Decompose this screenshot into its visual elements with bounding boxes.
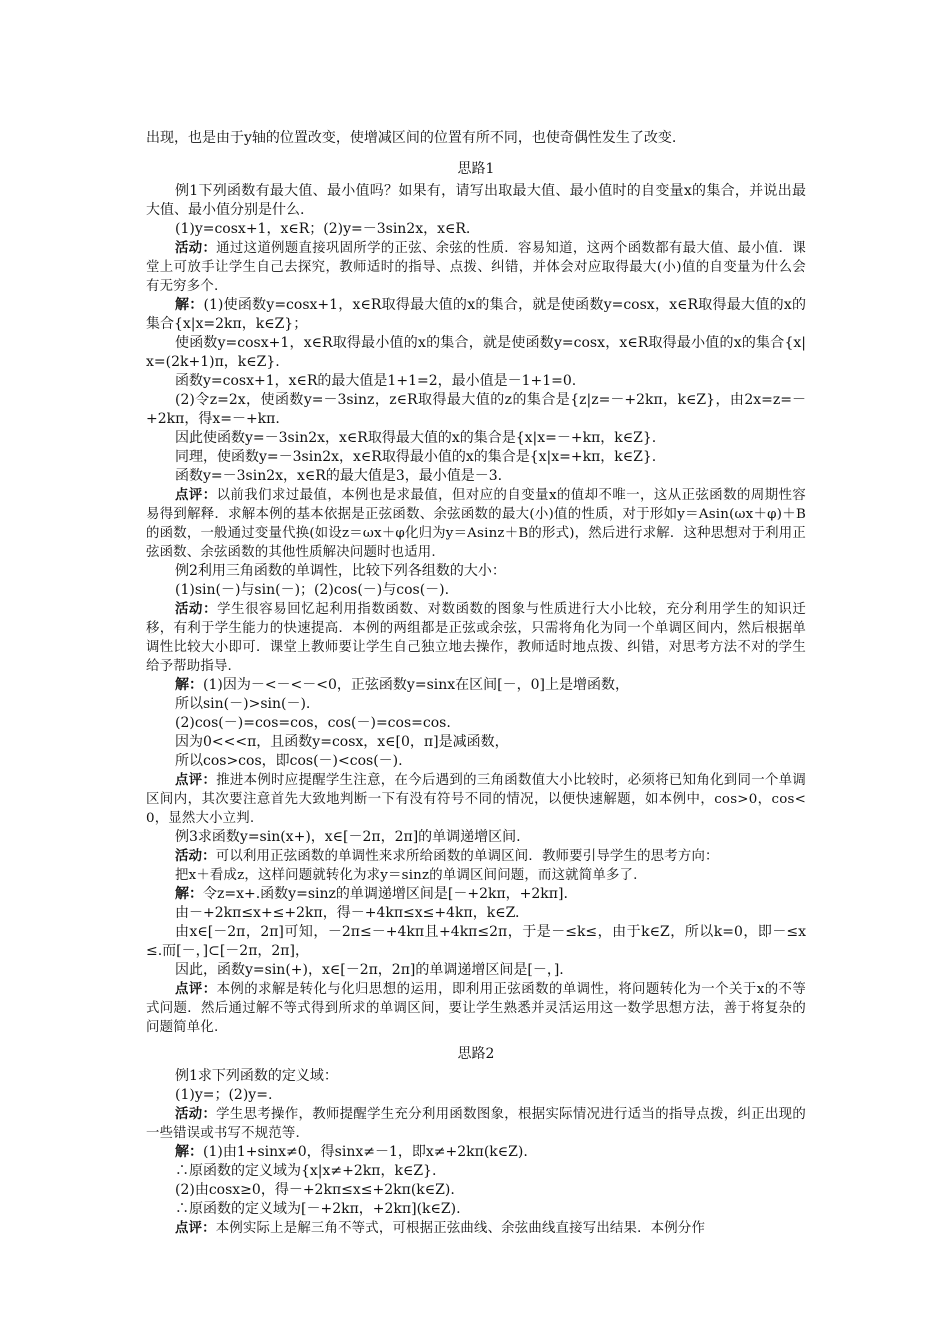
- paragraph-text: 由x∈[－2π，2π]可知，－2π≤－+4kπ且+4kπ≤2π，于是－≤k≤，由于k∈Z，所以k=0，即－≤x≤.而[－，]⊂[－2π，2π]，: [146, 924, 806, 959]
- paragraph: [146, 486, 806, 562]
- paragraph: [146, 334, 806, 372]
- paragraph-label: 活动：: [175, 601, 218, 617]
- paragraph: [146, 1219, 806, 1238]
- paragraph: [146, 1105, 806, 1143]
- paragraph: [146, 429, 806, 448]
- paragraph: [146, 1067, 806, 1086]
- paragraph-text: (1)y=；(2)y=.: [175, 1087, 273, 1103]
- paragraph: [146, 372, 806, 391]
- paragraph: [146, 1086, 806, 1105]
- paragraph-text: (2)cos(－)=cos=cos，cos(－)=cos=cos.: [175, 715, 451, 731]
- paragraph-label: 活动：: [175, 848, 216, 864]
- paragraph-label: 解：: [175, 1144, 203, 1160]
- paragraph-text: 因此使函数y=－3sin2x，x∈R取得最大值的x的集合是{x|x=－+kπ，k∈Z}.: [175, 430, 657, 446]
- paragraph-text: 所以cos>cos，即cos(－)<cos(－).: [175, 753, 403, 769]
- paragraph-text: ∴原函数的定义域为{x|x≠+2kπ，k∈Z}.: [175, 1163, 437, 1179]
- paragraph: [146, 752, 806, 771]
- paragraph-text: 通过这道例题直接巩固所学的正弦、余弦的性质．容易知道，这两个函数都有最大值、最小值．课堂上可放手让学生自己去探究，教师适时的指导、点拨、纠错，并体会对应取得最大(小)值的自变量为什么会有无穷多个.: [146, 241, 806, 294]
- paragraph-text: (1)sin(－)与sin(－)；(2)cos(－)与cos(－).: [175, 582, 450, 598]
- paragraph-text: (2)由cosx≥0，得－+2kπ≤x≤+2kπ(k∈Z).: [175, 1182, 455, 1198]
- paragraph-text: ∴原函数的定义域为[－+2kπ，+2kπ](k∈Z).: [175, 1201, 461, 1217]
- paragraph-text: 以前我们求过最值，本例也是求最值，但对应的自变量x的值却不唯一，这从正弦函数的周期性容易得到解释．求解本例的基本依据是正弦函数、余弦函数的最大(小)值的性质，对于形如y＝Asin(ωx＋φ)＋B的函数，一般通过变量代换(如设z＝ωx＋φ化归为y＝Asinz＋B的形式)，然后进行求解．这种思想对于利用正弦函数、余弦函数的其他性质解决问题时也适用.: [146, 488, 806, 560]
- paragraph: [146, 391, 806, 429]
- paragraph: [146, 771, 806, 828]
- paragraph-text: 学生思考操作，教师提醒学生充分利用函数图象，根据实际情况进行适当的指导点拨，纠正出现的一些错误或书写不规范等.: [146, 1107, 806, 1141]
- paragraph-text: 推进本例时应提醒学生注意，在今后遇到的三角函数值大小比较时，必须将已知角化到同一个单调区间内，其次要注意首先大致地判断一下有没有符号不同的情况，以便快速解题，如本例中，cos>0，cos<0，显然大小立判.: [146, 773, 806, 826]
- section-heading: [146, 160, 806, 179]
- document-body: [146, 129, 806, 1238]
- paragraph-label: 解：: [175, 677, 203, 693]
- paragraph: [146, 448, 806, 467]
- paragraph-text: 把x＋看成z，这样问题就转化为求y＝sinz的单调区间问题，而这就简单多了.: [175, 868, 638, 883]
- paragraph-text: 思路1: [457, 161, 495, 177]
- paragraph-text: 例1下列函数有最大值、最小值吗？如果有，请写出取最大值、最小值时的自变量x的集合，并说出最大值、最小值分别是什么.: [146, 183, 806, 218]
- paragraph-text: 例2利用三角函数的单调性，比较下列各组数的大小：: [175, 563, 506, 579]
- paragraph: [146, 695, 806, 714]
- paragraph: [146, 733, 806, 752]
- paragraph: [146, 562, 806, 581]
- paragraph-text: 令z=x+.函数y=sinz的单调递增区间是[－+2kπ，+2kπ].: [203, 886, 568, 902]
- paragraph: [146, 296, 806, 334]
- paragraph-text: 例1求下列函数的定义域：: [175, 1068, 338, 1084]
- paragraph-text: 因此，函数y=sin(+)，x∈[－2π，2π]的单调递增区间是[－，].: [175, 962, 564, 978]
- paragraph: [146, 676, 806, 695]
- paragraph-text: 所以sin(－)>sin(－).: [175, 696, 311, 712]
- paragraph-text: 函数y=－3sin2x，x∈R的最大值是3，最小值是－3.: [175, 468, 503, 484]
- paragraph-text: (2)令z=2x，使函数y=－3sinz，z∈R取得最大值的z的集合是{z|z=－+2kπ，k∈Z}，由2x=z=－+2kπ，得x=－+kπ.: [146, 392, 806, 427]
- paragraph-text: 可以利用正弦函数的单调性来求所给函数的单调区间．教师要引导学生的思考方向：: [215, 849, 719, 864]
- paragraph: [146, 1181, 806, 1200]
- paragraph: [146, 904, 806, 923]
- section-heading: [146, 1045, 806, 1064]
- paragraph-text: (1)由1+sinx≠0，得sinx≠－1，即x≠+2kπ(k∈Z).: [203, 1144, 528, 1160]
- paragraph: [146, 923, 806, 961]
- paragraph: [146, 581, 806, 600]
- paragraph: [146, 220, 806, 239]
- paragraph-label: 点评：: [175, 981, 217, 997]
- paragraph-text: 本例的求解是转化与化归思想的运用，即利用正弦函数的单调性，将问题转化为一个关于x的不等式问题．然后通过解不等式得到所求的单调区间，要让学生熟悉并灵活运用这一数学思想方法，善于将复杂的问题简单化.: [146, 982, 806, 1035]
- paragraph-text: (1)因为－<－<－<0，正弦函数y=sinx在区间[－，0]上是增函数，: [203, 677, 629, 693]
- paragraph: [146, 239, 806, 296]
- paragraph: [146, 885, 806, 904]
- paragraph-text: 出现，也是由于y轴的位置改变，使增减区间的位置有所不同，也使奇偶性发生了改变.: [146, 130, 677, 146]
- paragraph: [146, 980, 806, 1037]
- paragraph-text: 思路2: [457, 1046, 495, 1062]
- paragraph-text: (1)使函数y=cosx+1，x∈R取得最大值的x的集合，就是使函数y=cosx，x∈R取得最大值的x的集合{x|x=2kπ，k∈Z}；: [146, 297, 807, 332]
- paragraph: [146, 467, 806, 486]
- paragraph: [146, 600, 806, 676]
- paragraph: [146, 828, 806, 847]
- paragraph-text: 函数y=cosx+1，x∈R的最大值是1+1=2，最小值是－1+1=0.: [175, 373, 577, 389]
- paragraph-text: 使函数y=cosx+1，x∈R取得最小值的x的集合，就是使函数y=cosx，x∈R取得最小值的x的集合{x|x=(2k+1)π，k∈Z}.: [146, 335, 806, 370]
- paragraph: [146, 1143, 806, 1162]
- paragraph-text: 同理，使函数y=－3sin2x，x∈R取得最小值的x的集合是{x|x=+kπ，k∈Z}.: [175, 449, 657, 465]
- paragraph: [146, 1162, 806, 1181]
- paragraph: [146, 847, 806, 866]
- paragraph: [146, 961, 806, 980]
- paragraph-text: 本例实际上是解三角不等式，可根据正弦曲线、余弦曲线直接写出结果．本例分作: [215, 1221, 706, 1236]
- paragraph: [146, 182, 806, 220]
- paragraph-label: 点评：: [175, 772, 217, 788]
- paragraph-label: 解：: [175, 886, 203, 902]
- paragraph-label: 解：: [175, 297, 204, 313]
- paragraph-text: 学生很容易回忆起利用指数函数、对数函数的图象与性质进行大小比较，充分利用学生的知识迁移，有利于学生能力的快速提高．本例的两组都是正弦或余弦，只需将角化为同一个单调区间内，然后根据单调性比较大小即可．课堂上教师要让学生自己独立地去操作，教师适时地点拨、纠错，对思考方法不对的学生给予帮助指导.: [146, 602, 806, 674]
- paragraph-text: 例3求函数y=sin(x+)，x∈[－2π，2π]的单调递增区间.: [175, 829, 521, 845]
- paragraph-text: 由－+2kπ≤x+≤+2kπ，得－+4kπ≤x≤+4kπ，k∈Z.: [175, 905, 520, 921]
- paragraph: [146, 714, 806, 733]
- paragraph: [146, 866, 806, 885]
- paragraph-text: 因为0<<<π，且函数y=cosx，x∈[0，π]是减函数，: [175, 734, 509, 750]
- paragraph-label: 点评：: [175, 487, 217, 503]
- paragraph: [146, 1200, 806, 1219]
- paragraph-text: (1)y=cosx+1，x∈R；(2)y=－3sin2x，x∈R.: [175, 221, 471, 237]
- paragraph-label: 活动：: [175, 240, 217, 256]
- paragraph: [146, 129, 806, 148]
- paragraph-label: 点评：: [175, 1220, 216, 1236]
- paragraph-label: 活动：: [175, 1106, 217, 1122]
